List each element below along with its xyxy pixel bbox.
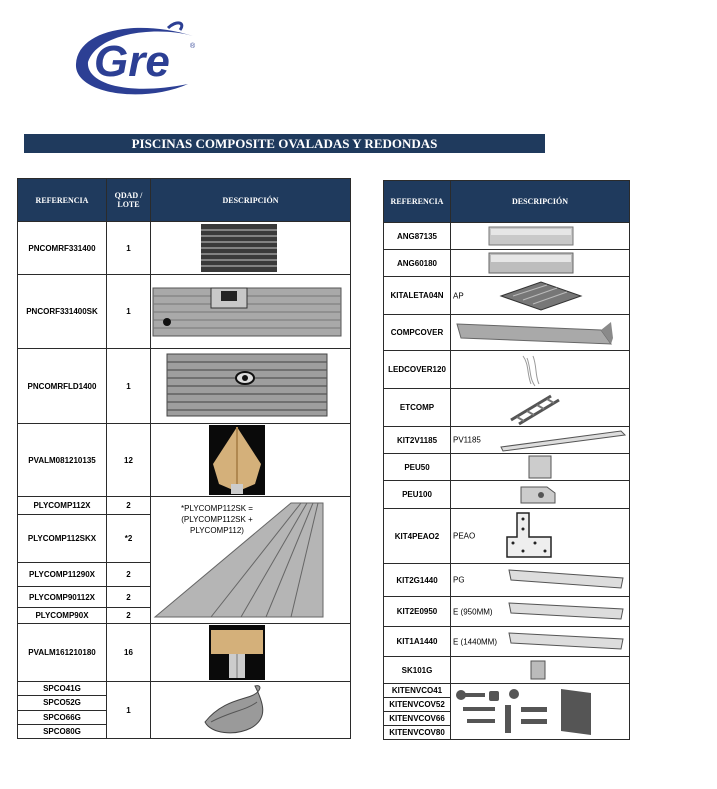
ref-header: REFERENCIA: [18, 179, 107, 222]
qty-header: QDAD / LOTE: [107, 179, 151, 222]
table-row-qty: 1: [107, 275, 151, 349]
table-row-ref: ANG60180: [384, 250, 451, 277]
table-row-ref: KITENVCOV66: [384, 712, 451, 726]
kit-e950-image-cell: [451, 597, 630, 627]
logo-text: Gre: [94, 37, 170, 86]
desc-header: DESCRIPCIÓN: [151, 179, 351, 222]
table-row-ref: SK101G: [384, 657, 451, 684]
upright-long-image: [151, 624, 351, 681]
table-row-ref: PLYCOMP112X: [18, 497, 107, 515]
table-row-ref: PNCORF331400SK: [18, 275, 107, 349]
sk101g-image-cell: [451, 657, 630, 684]
table-row-qty: 2: [107, 608, 151, 624]
table-row-qty: *2: [107, 515, 151, 563]
ladder-image-cell: [451, 389, 630, 427]
table-row-qty: 2: [107, 587, 151, 608]
plywood-image-cell: [151, 497, 351, 624]
upright-long-image-cell: [151, 624, 351, 682]
table-row-ref: SPCO41G: [18, 682, 107, 696]
ref-header: REFERENCIA: [384, 181, 451, 223]
peao-image-cell: [451, 509, 630, 564]
angle-60-image-cell: [451, 250, 630, 277]
cover-image-cell: [151, 682, 351, 739]
table-row-qty: 2: [107, 497, 151, 515]
table-row-ref: KIT2G1440: [384, 564, 451, 597]
table-row-qty: 1: [107, 682, 151, 739]
table-row-ref: SPCO80G: [18, 724, 107, 738]
table-row-ref: PLYCOMP112SKX: [18, 515, 107, 563]
row-desc: PV1185: [453, 435, 481, 445]
panel-image: [151, 222, 351, 274]
gre-logo: [68, 14, 208, 104]
table-row-qty: 12: [107, 424, 151, 497]
table-row-ref: PEU50: [384, 454, 451, 481]
table-row-ref: LEDCOVER120: [384, 351, 451, 389]
kit-pv-image-cell: [451, 427, 630, 454]
banner-title: PISCINAS COMPOSITE OVALADAS Y REDONDAS: [24, 134, 545, 153]
table-row-ref: KITENVCOV80: [384, 726, 451, 740]
led-cover-image-cell: [451, 351, 630, 389]
desc-header: DESCRIPCIÓN: [451, 181, 630, 223]
table-row-ref: KITENVCOV52: [384, 698, 451, 712]
panel-light-image-cell: [151, 349, 351, 424]
skimmer-grid-image-cell: [451, 277, 630, 315]
peu100-image-cell: [451, 481, 630, 509]
panel-skimmer-image: [151, 276, 351, 348]
table-row-ref: SPCO66G: [18, 710, 107, 724]
row-desc: PG: [453, 575, 465, 585]
table-row-ref: PLYCOMP11290X: [18, 563, 107, 587]
registered-mark: ®: [190, 43, 196, 50]
row-desc: AP: [453, 291, 464, 300]
table-row-ref: SPCO52G: [18, 696, 107, 710]
plycomp-note: *PLYCOMP112SK = (PLYCOMP112SK + PLYCOMP112): [181, 504, 253, 535]
table-row-qty: 1: [107, 222, 151, 275]
panel-image-cell: [151, 222, 351, 275]
table-row-ref: PLYCOMP90112X: [18, 587, 107, 608]
upright-image: [151, 424, 351, 496]
table-row-ref: PEU100: [384, 481, 451, 509]
table-row-ref: KIT1A1440: [384, 627, 451, 657]
row-desc: PEAO: [453, 531, 476, 541]
table-row-ref: PVALM081210135: [18, 424, 107, 497]
table-row-ref: KIT2E0950: [384, 597, 451, 627]
table-row-ref: ANG87135: [384, 223, 451, 250]
upright-image-cell: [151, 424, 351, 497]
panel-light-image: [151, 350, 351, 423]
kit-pg-image-cell: [451, 564, 630, 597]
table-row-ref: ETCOMP: [384, 389, 451, 427]
kit-e1440-image-cell: [451, 627, 630, 657]
hardware-kit-image-cell: [451, 684, 630, 740]
table-row-qty: 2: [107, 563, 151, 587]
table-row-ref: PLYCOMP90X: [18, 608, 107, 624]
row-desc: E (950MM): [453, 607, 493, 616]
panel-skimmer-image-cell: [151, 275, 351, 349]
table-row-ref: PNCOMRFLD1400: [18, 349, 107, 424]
left-product-table: [17, 178, 351, 739]
row-desc: E (1440MM): [453, 637, 498, 646]
right-product-table: [383, 180, 630, 740]
table-row-ref: PNCOMRF331400: [18, 222, 107, 275]
table-row-ref: KIT2V1185: [384, 427, 451, 454]
table-row-ref: KITALETA04N: [384, 277, 451, 315]
table-row-ref: KIT4PEAO2: [384, 509, 451, 564]
peu50-image-cell: [451, 454, 630, 481]
comp-cover-image-cell: [451, 315, 630, 351]
table-row-ref: KITENVCO41: [384, 684, 451, 698]
cover-image: [151, 682, 351, 738]
angle-87-image-cell: [451, 223, 630, 250]
table-row-ref: COMPCOVER: [384, 315, 451, 351]
table-row-qty: 16: [107, 624, 151, 682]
table-row-ref: PVALM161210180: [18, 624, 107, 682]
table-row-qty: 1: [107, 349, 151, 424]
